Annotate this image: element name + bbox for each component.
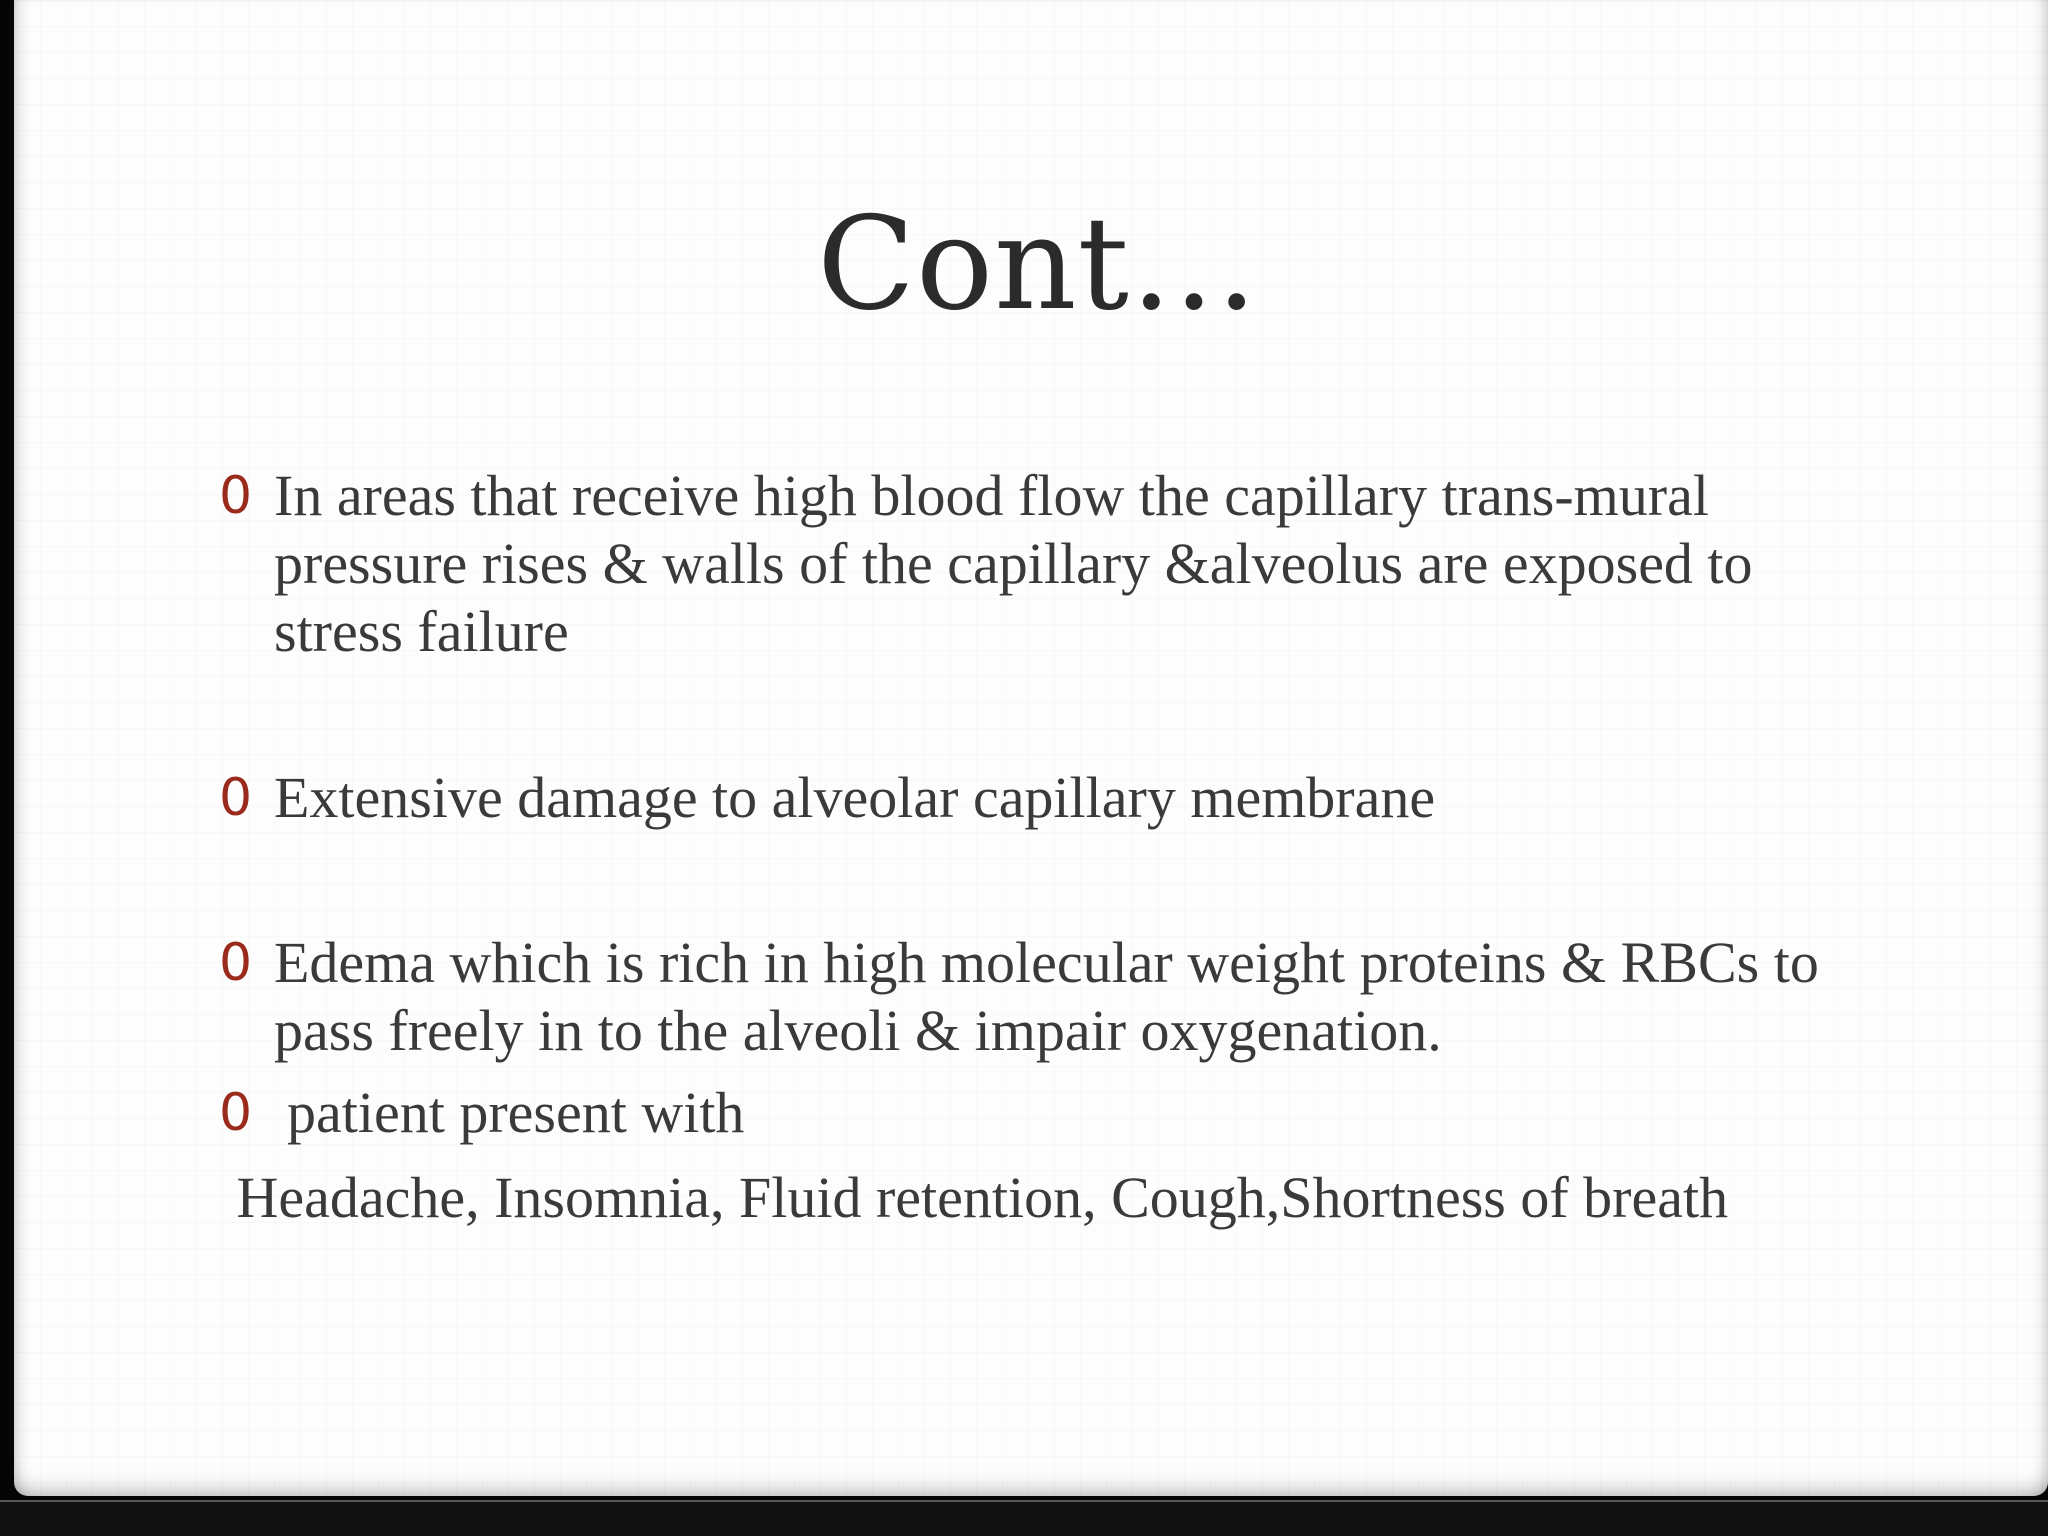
bullet-marker-icon: 0 — [219, 466, 253, 526]
bullet-text: Extensive damage to alveolar capillary membrane — [274, 765, 1436, 830]
bullet-marker-icon: 0 — [219, 933, 253, 993]
bullet-list — [219, 462, 1859, 1147]
bullet-text: Edema which is rich in high molecular weight proteins & RBCs to pass freely in to the alveoli & impair oxygenation. — [274, 930, 1819, 1063]
bullet-text: patient present with — [287, 1080, 745, 1145]
bullet-marker-icon: 0 — [219, 1083, 253, 1143]
bullet-item — [219, 764, 1859, 832]
slide-page — [14, 0, 2048, 1496]
symptoms-text: Headache, Insomnia, Fluid retention, Cough,Shortness of breath — [222, 1165, 1729, 1230]
bottom-edge — [0, 1500, 2048, 1536]
bullet-marker-icon: 0 — [219, 768, 253, 828]
bullet-item — [219, 929, 1859, 1065]
slide-title: Cont… — [817, 190, 1259, 339]
bullet-item — [219, 462, 1859, 666]
bullet-text: In areas that receive high blood flow the capillary trans-mural pressure rises & walls of the capillary &alveolus are exposed to stress failure — [274, 463, 1753, 664]
bullet-item — [219, 1079, 1859, 1147]
